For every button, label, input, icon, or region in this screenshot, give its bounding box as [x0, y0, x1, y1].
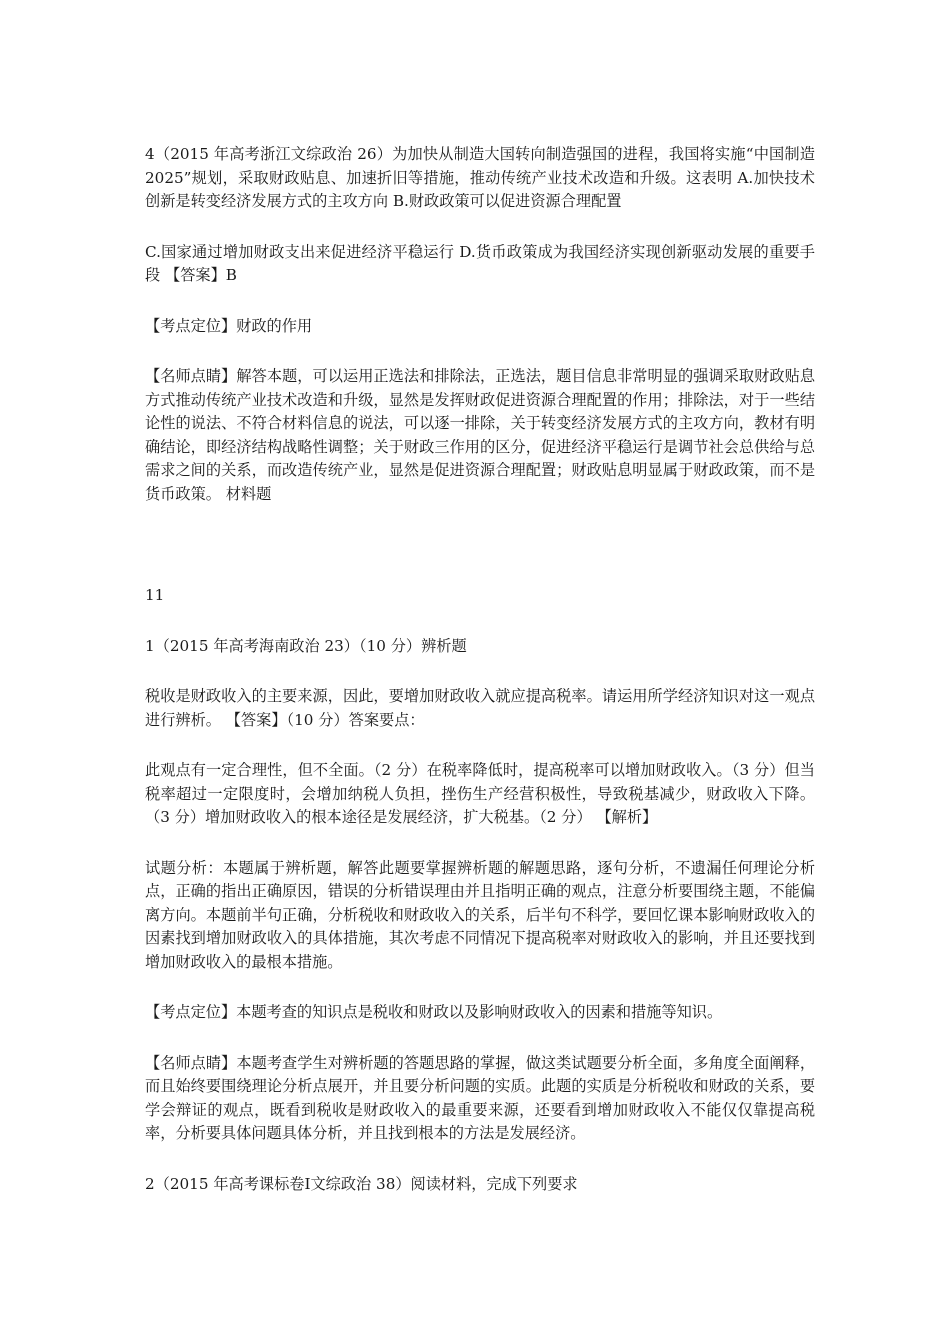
question-1-answer: 此观点有一定合理性，但不全面。（2 分）在税率降低时，提高税率可以增加财政收入。（3 分）但当税率超过一定限度时，会增加纳税人负担，挫伤生产经营积极性，导致税基减少，财政收入下降。（3 分）增加财政收入的根本途径是发展经济，扩大税基。（2 分） 【解析】 — [145, 761, 815, 826]
question-1-heading: 1（2015 年高考海南政治 23）（10 分）辨析题 — [145, 636, 467, 655]
question-4-stem: 4（2015 年高考浙江文综政治 26）为加快从制造大国转向制造强国的进程，我国将实施“中国制造 2025”规划，采取财政贴息、加速折旧等措施，推动传统产业技术改造和升级。这表明 A.加快技术创新是转变经济发展方式的主攻方向 B.财政政策可以促进资源合理配置 — [145, 145, 815, 210]
question-1-topic: 【考点定位】本题考查的知识点是税收和财政以及影响财政收入的因素和措施等知识。 — [145, 1003, 723, 1021]
question-4-commentary: 【名师点睛】解答本题，可以运用正选法和排除法，正选法，题目信息非常明显的强调采取财政贴息方式推动传统产业技术改造和升级，显然是发挥财政促进资源合理配置的作用；排除法，对于一些结论性的说法、不符合材料信息的说法，可以逐一排除，关于转变经济发展方式的主攻方向，教材有明确结论，即经济结构战略性调整；关于财政三作用的区分，促进经济平稳运行是调节社会总供给与总需求之间的关系，而改造传统产业，显然是促进资源合理配置；财政贴息明显属于财政政策，而不是货币政策。 材料题 — [145, 367, 815, 503]
question-2-heading: 2（2015 年高考课标卷Ⅰ文综政治 38）阅读材料，完成下列要求 — [145, 1174, 578, 1193]
page-number: 11 — [145, 586, 165, 604]
question-4-topic: 【考点定位】财政的作用 — [145, 316, 313, 335]
question-4-options-answer: C.国家通过增加财政支出来促进经济平稳运行 D.货币政策成为我国经济实现创新驱动发展的重要手段 【答案】B — [145, 242, 815, 284]
question-1-commentary: 【名师点睛】本题考查学生对辨析题的答题思路的掌握，做这类试题要分析全面，多角度全面阐释，而且始终要围绕理论分析点展开，并且要分析问题的实质。此题的实质是分析税收和财政的关系，要学会辩证的观点，既看到税收是财政收入的最重要来源，还要看到增加财政收入不能仅仅靠提高税率，分析要具体问题具体分析，并且找到根本的方法是发展经济。 — [145, 1053, 815, 1142]
question-1-analysis: 试题分析：本题属于辨析题，解答此题要掌握辨析题的解题思路，逐句分析，不遗漏任何理论分析点，正确的指出正确原因，错误的分析错误理由并且指明正确的观点，注意分析要围绕主题，不能偏离方向。本题前半句正确，分析税收和财政收入的关系，后半句不科学，要回忆课本影响财政收入的因素找到增加财政收入的具体措施，其次考虑不同情况下提高税率对财政收入的影响，并且还要找到增加财政收入的最根本措施。 — [145, 858, 815, 971]
question-1-stem: 税收是财政收入的主要来源，因此，要增加财政收入就应提高税率。请运用所学经济知识对这一观点进行辨析。 【答案】（10 分）答案要点： — [145, 687, 815, 729]
document-page — [145, 143, 815, 1196]
